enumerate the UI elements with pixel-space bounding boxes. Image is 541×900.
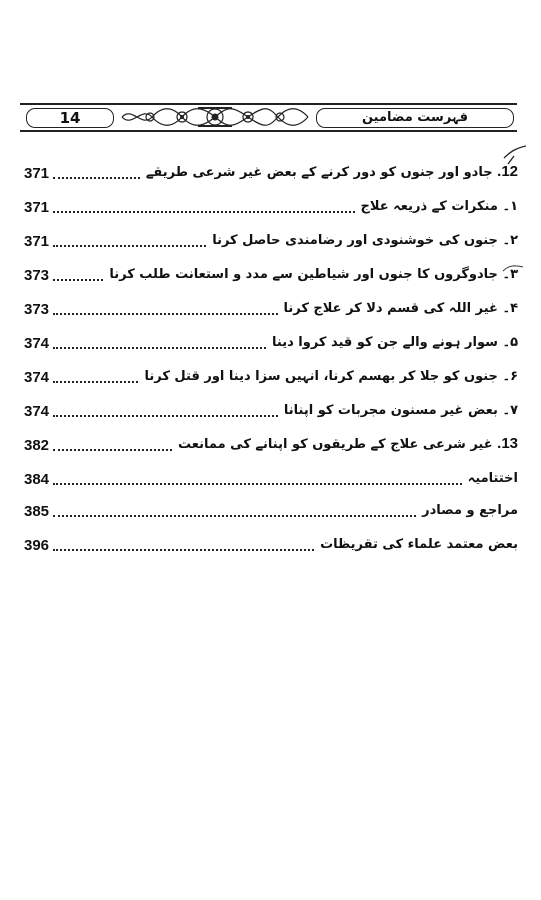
page-number: 14 [26, 108, 114, 128]
toc-entry-text: غیر شرعی علاج کے طریقوں کو اپنانے کی ممانعت [178, 437, 493, 452]
toc-page-number: 373 [24, 267, 50, 284]
toc-entry [24, 396, 518, 422]
toc-entry-text: منکرات کے ذریعہ علاج [360, 199, 498, 214]
toc-entry-title [462, 468, 518, 490]
toc-entry-title [140, 161, 518, 184]
dot-leader [53, 346, 266, 349]
toc-page-number: 371 [24, 199, 50, 216]
toc-entry-number: ۷۔ [502, 403, 518, 418]
toc-entry [24, 430, 518, 456]
toc-entry-number: ۴۔ [502, 301, 518, 316]
toc-entry-number: ۶۔ [502, 369, 518, 384]
toc-entry-title [416, 500, 518, 522]
toc-entry-title [266, 332, 518, 354]
toc-entry-number: 13. [497, 435, 518, 452]
pen-tick-mark-icon [500, 140, 530, 170]
dot-leader [53, 482, 462, 485]
toc-entry-title [138, 366, 518, 388]
section-title: فہرست مضامین [316, 108, 514, 128]
toc-entry-title [355, 196, 518, 218]
dot-leader [53, 380, 138, 383]
toc-entry-text: جنوں کی خوشنودی اور رضامندی حاصل کرنا [212, 233, 498, 248]
dot-leader [53, 210, 354, 213]
toc-entry-text: جادوگروں کا جنوں اور شیاطین سے مدد و استعانت طلب کرنا [109, 267, 498, 282]
toc-entry [24, 496, 518, 522]
page-header [20, 103, 517, 133]
pen-tick-mark-icon [500, 262, 526, 276]
header-ornament-icon [120, 104, 310, 130]
toc-entry-text: بعض غیر مسنون مجربات کو اپنانا [283, 403, 498, 418]
toc-entry [24, 362, 518, 388]
toc-page-number: 371 [24, 233, 50, 250]
header-bottom-rule [20, 130, 517, 132]
toc-page-number: 384 [24, 471, 50, 488]
dot-leader [53, 244, 206, 247]
dot-leader [53, 514, 416, 517]
toc-entry-text: غیر اللہ کی قسم دلا کر علاج کرنا [283, 301, 498, 316]
toc-entry [24, 158, 518, 184]
dot-leader [53, 548, 314, 551]
toc-page-number: 371 [24, 165, 50, 182]
dot-leader [53, 176, 140, 179]
toc-page-number: 374 [24, 403, 50, 420]
toc-entry [24, 530, 518, 556]
toc-page-number: 374 [24, 369, 50, 386]
toc-entry-title [172, 433, 518, 456]
toc-entry-number: 12. [497, 163, 518, 180]
toc-entry-number: ۲۔ [502, 233, 518, 248]
dot-leader [53, 312, 277, 315]
toc-page-number: 373 [24, 301, 50, 318]
toc-entry-title [206, 230, 518, 252]
toc-page-number: 396 [24, 537, 50, 554]
toc-entry-title [103, 264, 518, 286]
toc-entry-text: بعض معتمد علماء کی تقریظات [320, 537, 518, 552]
toc-page-number: 385 [24, 503, 50, 520]
toc-entry [24, 226, 518, 252]
toc-entry-text: سوار ہونے والے جن کو قید کروا دینا [272, 335, 498, 350]
toc-entry [24, 464, 518, 490]
toc-entry-number: ۱۔ [502, 199, 518, 214]
toc-entry-title [278, 400, 518, 422]
dot-leader [53, 448, 172, 451]
toc-entry [24, 294, 518, 320]
toc-entry-text: جادو اور جنوں کو دور کرنے کے بعض غیر شرعی طریقے [145, 165, 493, 180]
toc-entry-number: ۵۔ [502, 335, 518, 350]
toc-entry [24, 260, 518, 286]
dot-leader [53, 278, 103, 281]
toc-page-number: 374 [24, 335, 50, 352]
toc-entry [24, 328, 518, 354]
toc-entry-text: اختتامیہ [467, 471, 518, 486]
toc-entry-text: جنوں کو جلا کر بھسم کرنا، انہیں سزا دینا اور قتل کرنا [144, 369, 498, 384]
toc-entry-title [278, 298, 519, 320]
toc-entry-number: ۳۔ [502, 267, 518, 282]
toc-entry [24, 192, 518, 218]
dot-leader [53, 414, 278, 417]
toc-entry-text: مراجع و مصادر [422, 503, 518, 518]
toc-page-number: 382 [24, 437, 50, 454]
toc-entry-title [314, 534, 518, 556]
